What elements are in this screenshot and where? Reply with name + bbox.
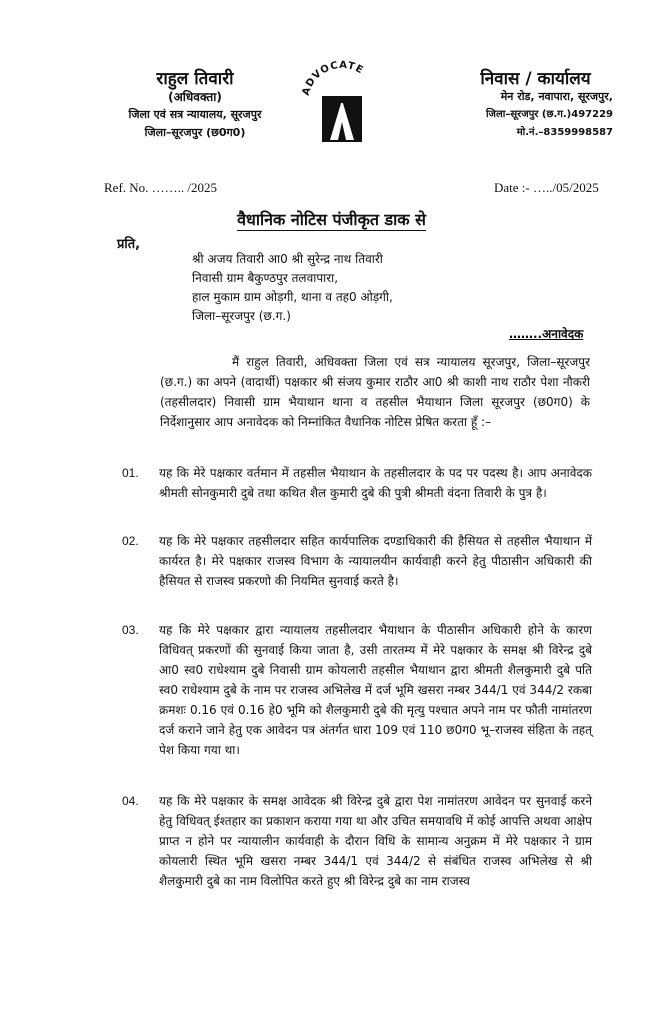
paragraph-number: 02.	[122, 534, 139, 548]
paragraph-02	[122, 531, 592, 591]
advocate-name: राहुल तिवारी	[156, 69, 234, 89]
paragraph-text: यह कि मेरे पक्षकार वर्तमान में तहसील भैयाथान के तहसीलदार के पद पर पदस्थ है। आप अनावेदक श्रीमती सोनकुमारी दुबे तथा कथित शैल कुमारी दुबे की पुत्री श्रीमती वंदना तिवारी के पुत्र है।	[159, 466, 592, 500]
advocate-district: जिला–सूरजपुर (छ0ग0)	[144, 126, 246, 139]
office-road: मेन रोड, नवापारा, सूरजपुर,	[500, 90, 613, 103]
paragraph-04	[122, 791, 592, 891]
addressee-line: जिला–सूरजपुर (छ.ग.)	[192, 309, 291, 323]
addressee-line: हाल मुकाम ग्राम ओड़गी, थाना व तह0 ओड़गी,	[192, 290, 393, 304]
notice-title-text: वैधानिक नोटिस पंजीकृत डाक से	[237, 210, 426, 229]
svg-text:ADVOCATE	[301, 60, 366, 97]
office-title: निवास / कार्यालय	[480, 69, 591, 89]
reference-number: Ref. No. …….. /2025	[104, 180, 218, 195]
to-label: प्रति,	[117, 237, 141, 252]
advocate-designation: (अधिवक्ता)	[168, 90, 222, 104]
intro-paragraph	[160, 352, 590, 432]
letterhead-right	[438, 70, 613, 142]
addressee-line: श्री अजय तिवारी आ0 श्री सुरेन्द्र नाथ तिवारी	[192, 252, 383, 266]
intro-text: मैं राहुल तिवारी, अधिवक्ता जिला एवं सत्र न्यायालय सूरजपुर, जिला–सूरजपुर (छ.ग.) का अपने (वादार्थी) पक्षकार श्री संजय कुमार राठौर आ0 श्री काशी नाथ राठौर पेशा नौकरी (तहसीलदार) निवासी ग्राम भैयाथान थाना व तहसील भैयाथान जिला सूरजपुर (छ0ग0) के निर्देशानुसार आप अनावेदक को निम्नांकित वैधानिक नोटिस प्रेषित करता हूँ :–	[160, 355, 590, 429]
notice-title	[0, 208, 663, 230]
paragraph-01	[122, 463, 592, 503]
addressee-role: ……..अनावेदक	[509, 327, 584, 341]
paragraph-text: यह कि मेरे पक्षकार तहसीलदार सहित कार्यपालिक दण्डाधिकारी की हैसियत से तहसील भैयाथान में कार्यरत है। मेरे पक्षकार राजस्व विभाग के न्यायालयीन कार्यवाही करने हेतु पीठासीन अधिकारी की हैसियत से राजस्व प्रकरणो की नियमित सुनवाई करते है।	[159, 534, 592, 588]
paragraph-number: 04.	[122, 794, 139, 808]
paragraph-number: 01.	[122, 466, 139, 480]
letterhead-left	[100, 70, 290, 142]
addressee-line: निवासी ग्राम बैकुण्ठपुर तलवापारा,	[192, 271, 339, 285]
notice-date: Date :- …../05/2025	[494, 180, 599, 195]
addressee-block	[192, 250, 393, 326]
paragraph-text: यह कि मेरे पक्षकार द्वारा न्यायालय तहसीलदार भैयाथान के पीठासीन अधिकारी होने के कारण विधिवत् प्रकरणों की सुनवाई किया जाता है, उसी तारतम्य में मेरे पक्षकार के समक्ष श्री विरेन्द्र दुबे आ0 स्व0 राधेश्याम दुबे निवासी ग्राम कोयलारी तहसील भैयाथान द्वारा श्रीमती शैलकुमारी दुबे पति स्व0 राधेश्याम दुबे के नाम पर राजस्व अभिलेख में दर्ज भूमि खसरा नम्बर 344/1 एवं 344/2 रकबा क्रमशः 0.16 एवं 0.16 हे0 भूमि को शैलकुमारी दुबे की मृत्यु पश्चात अपने नाम पर फौती नामांतरण दर्ज कराने जाने हेतु एक आवेदन पत्र अंतर्गत धारा 109 एवं 110 छ0ग0 भू–राजस्व संहिता के तहत् पेश किया गया था।	[159, 623, 592, 757]
logo-text: ADVOCATE	[300, 59, 366, 97]
paragraph-text: यह कि मेरे पक्षकार के समक्ष आवेदक श्री विरेन्द्र दुबे द्वारा पेश नामांतरण आवेदन पर सुनवाई करने हेतु विधिवत् ईश्तहार का प्रकाशन कराया गया था और उचित समयावधि में कोई आपत्ति अथवा आक्षेप प्राप्त न होने पर न्यायालीन कार्यवाही के दौरान विधि के सामान्य अनुक्रम में मेरे पक्षकार ने ग्राम कोयलारी स्थित भूमि खसरा नम्बर 344/1 एवं 344/2 से संबंधित राजस्व अभिलेख से श्री शैलकुमारी दुबे का नाम विलोपित करते हुए श्री विरेन्द्र दुबे का नाम राजस्व	[159, 794, 592, 888]
advocate-logo	[300, 56, 384, 146]
paragraph-03	[122, 620, 592, 760]
paragraph-number: 03.	[122, 623, 139, 637]
advocate-court: जिला एवं सत्र न्यायालय, सूरजपुर	[128, 108, 262, 121]
office-district: जिला–सूरजपुर (छ.ग.)497229	[485, 109, 613, 120]
office-mobile: मो.नं.–8359998587	[516, 127, 613, 138]
